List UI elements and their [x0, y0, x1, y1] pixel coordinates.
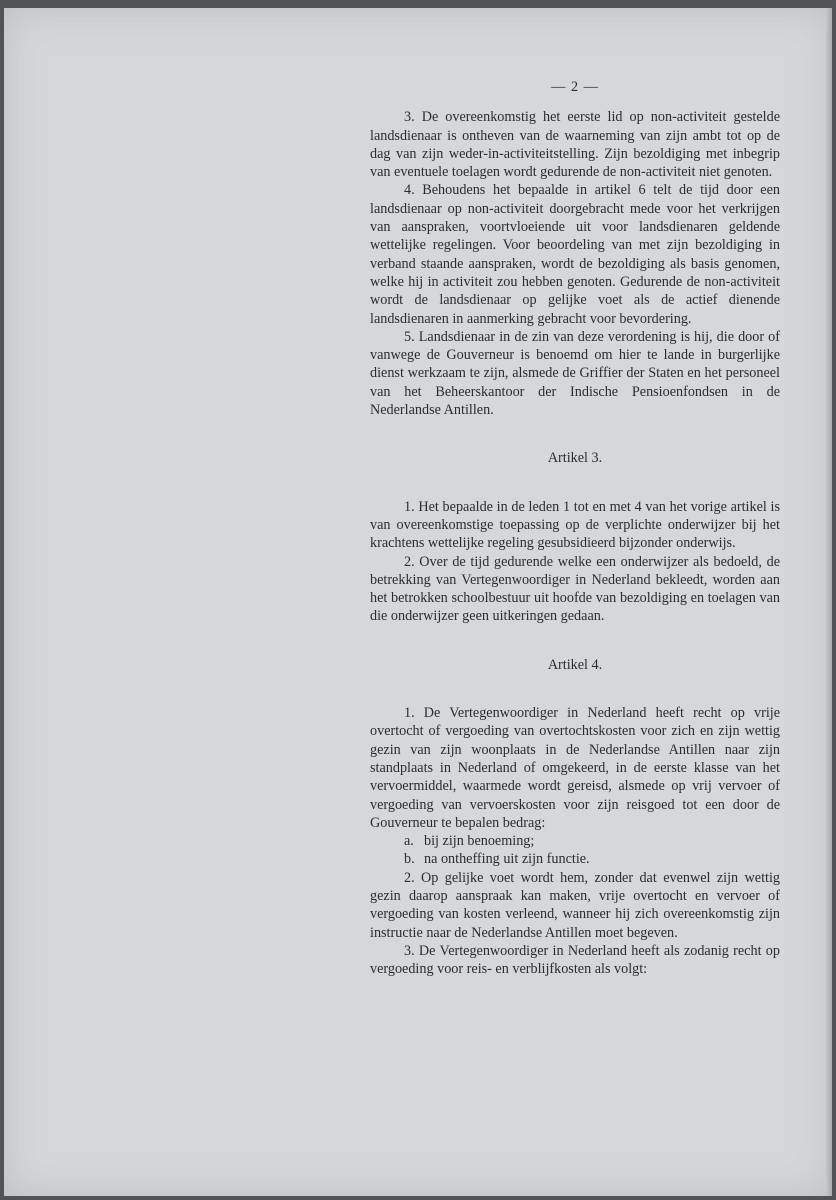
document-page	[4, 8, 832, 1196]
article-4-paragraph-1: 1. De Vertegenwoordiger in Nederland heeft recht op vrije overtocht of vergoeding van overtochtskosten voor zich en zijn wettig gezin van zijn woonplaats in de Nederlandse Antillen naar zijn standplaats in Nederland of omgekeerd, in de eerste klasse van het vervoermiddel, waarmede wordt gereisd, alsmede op vrij vervoer of vergoeding van vervoerskosten voor zijn reisgoed tot een door de Gouverneur te bepalen bedrag:	[370, 705, 780, 831]
list-text: na ontheffing uit zijn functie.	[424, 851, 590, 868]
article-4-paragraph-3: 3. De Vertegenwoordiger in Nederland heeft als zodanig recht op vergoeding voor reis- en verblijfkosten als volgt:	[370, 942, 780, 978]
text-column	[370, 78, 780, 978]
article-4-heading: Artikel 4.	[547, 656, 603, 673]
list-text: bij zijn benoeming;	[424, 833, 535, 850]
article-3-paragraph-2: 2. Over de tijd gedurende welke een onderwijzer als bedoeld, de betrekking van Vertegenwoordiger in Nederland bekleedt, worden aan het betrokken schoolbestuur uit hoofde van bezoldiging en toelagen van die onderwijzer geen uitkeringen gedaan.	[370, 553, 780, 625]
article-4-paragraph-2: 2. Op gelijke voet wordt hem, zonder dat evenwel zijn wettig gezin daarop aanspraak kan maken, vrije overtocht en vervoer of vergoeding van kosten verleend, wanneer hij zich overeenkomstig zijn instructie naar de Nederlandse Antillen moet begeven.	[370, 869, 780, 941]
article-2-paragraph-4: 4. Behoudens het bepaalde in artikel 6 telt de tijd door een landsdienaar op non-activiteit doorgebracht mede voor het verkrijgen van aanspraken, voortvloeiende uit voor landsdienaren geldende wettelijke regelingen. Voor beoordeling van met zijn bezoldiging in verband staande aanspraken, wordt de bezoldiging als basis genomen, welke hij in activiteit zou hebben genoten. Gedurende de non-activiteit wordt de landsdienaar op gelijke voet als de actief dienende landsdienaren in aanmerking gebracht voor bevordering.	[370, 182, 780, 327]
page-edge	[826, 8, 832, 1196]
article-3-paragraph-1: 1. Het bepaalde in de leden 1 tot en met 4 van het vorige artikel is van overeenkomstige toepassing op de verplichte onderwijzer bij het krachtens wettelijke regeling gesubsidieerd bijzonder onderwijs.	[370, 498, 780, 552]
article-2-paragraph-3: 3. De overeenkomstig het eerste lid op non-activiteit gestelde landsdienaar is ontheven van de waarneming van zijn ambt tot op de dag van zijn weder-in-activiteitstelling. Zijn bezoldiging met inbegrip van eventuele toelagen wordt gedurende de non-activiteit niet genoten.	[370, 109, 780, 181]
article-3-heading: Artikel 3.	[547, 450, 603, 467]
list-marker: a.	[404, 833, 414, 850]
article-2-paragraph-5: 5. Landsdienaar in de zin van deze verordening is hij, die door of vanwege de Gouverneur is benoemd om hier te lande in burgerlijke dienst werkzaam te zijn, alsmede de Griffier der Staten en het personeel van het Beheerskantoor der Indische Pensioenfondsen in de Nederlandse Antillen.	[370, 328, 780, 419]
list-item	[370, 832, 780, 850]
list-marker: b.	[404, 851, 415, 868]
list-item	[370, 850, 780, 868]
page-number: — 2 —	[551, 79, 599, 95]
